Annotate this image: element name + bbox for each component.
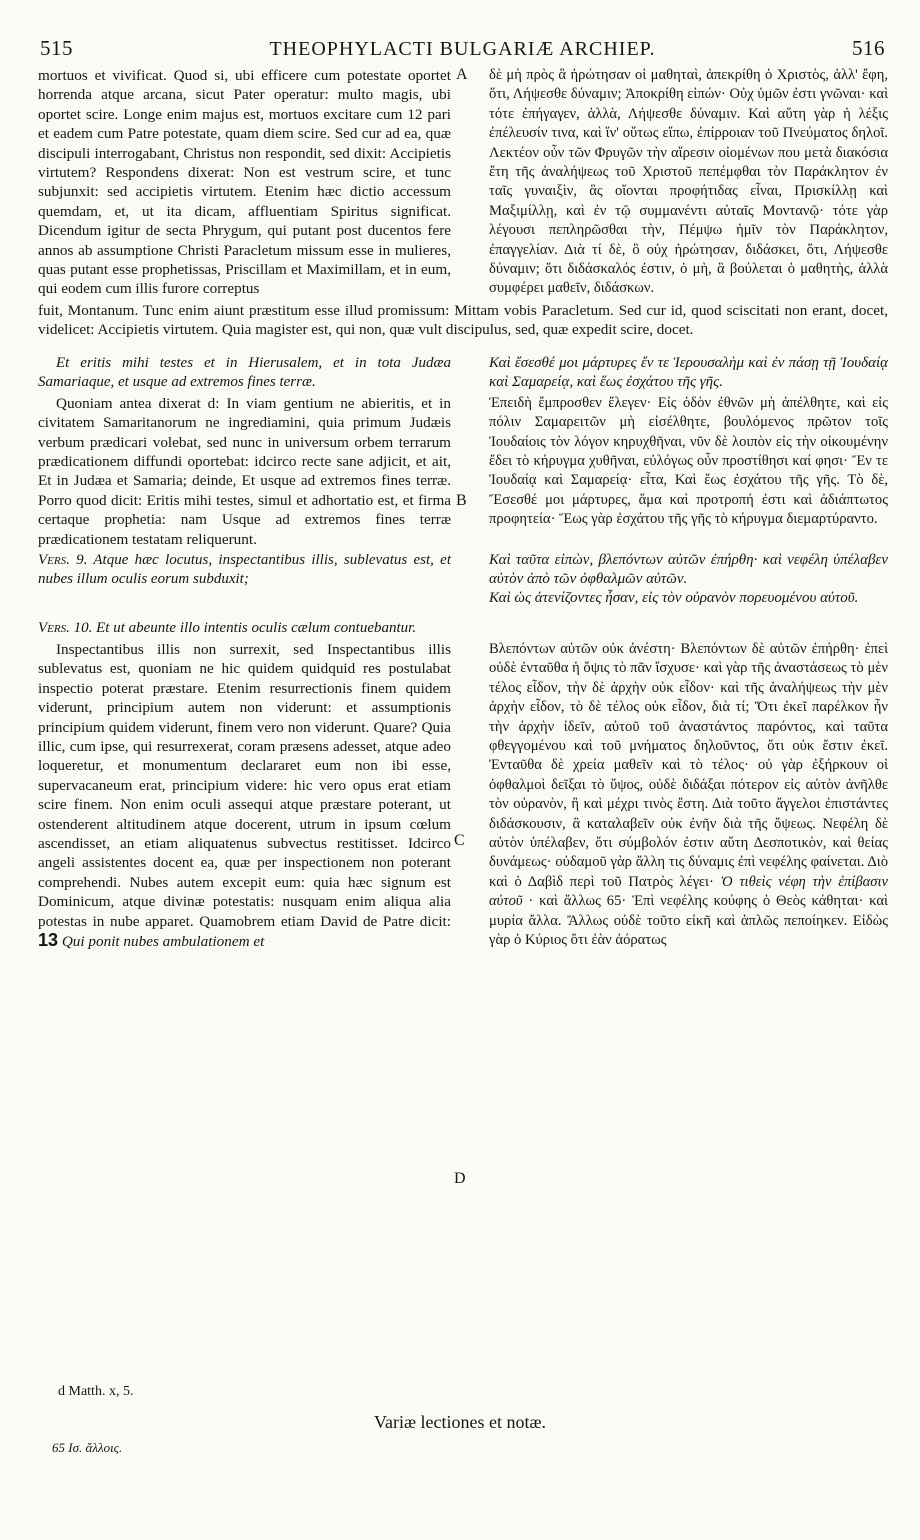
margin-mark-c: C bbox=[454, 832, 465, 849]
verse-label-10: Vers. 10. bbox=[38, 619, 93, 636]
notes-line: 65 Ισ. ἄλλοις. bbox=[52, 1440, 123, 1455]
page-header bbox=[40, 36, 885, 64]
latin-fullwidth-1: fuit, Montanum. Tunc enim aiunt præstitum esse illud promissum: Mittam vobis Paracletum. Sed cur id, quod sciscitati non erant, docet, videlicet: Accipietis virtutem. Quia magister est, qui non, quæ vult discipulus, sed, quæ expedit scire, docet. bbox=[38, 301, 888, 339]
footnote: d Matth. x, 5. bbox=[58, 1384, 134, 1399]
greek-heading-2: Καὶ ἔσεσθέ μοι μάρτυρες ἔν τε Ἱερουσαλὴμ καὶ ἐν πάσῃ τῇ Ἰουδαίᾳ καὶ Σαμαρείᾳ, καὶ ἕως ἐσχάτου τῆς γῆς. bbox=[489, 354, 888, 390]
greek-text-1: δὲ μὴ πρὸς ἃ ἠρώτησαν οἱ μαθηταὶ, ἀπεκρίθη ὁ Χριστὸς, ἀλλ' ἔφη, ὅτι, Λήψεσθε δύναμιν; Ἀποκρίθη εἰπών· Οὐχ ὑμῶν ἐστι γνῶναι· καὶ τότε ἐπήγαγεν, ἀλλὰ, Λήψεσθε δύναμιν. Καὶ αὕτη γὰρ ἡ λέξις ἐπέλευσίν τινα, καὶ ἵν' οὕτως εἴπω, ἐπίρροιαν τοῦ Πνεύματος δηλοῖ. Λεκτέον οὖν τῶν Φρυγῶν τὴν αἵρεσιν οἰομένων που μετὰ διακόσια ἔτη τῆς ἀναλήψεως τοῦ Χριστοῦ πεπέμφθαι τὸν Παράκλητον ἐν ταῖς γυναιξὶν, ἃς οἴονται προφήτιδας εἶναι, Πρισκίλλῃ καὶ Μαξιμίλλῃ, καὶ ἐν τῷ συμμανέντι αὐταῖς Μοντανῷ· τότε γὰρ λέγουσι πεπληρῶσθαι τὴν, Πέμψω ἡμῖν τὸν Παράκλητον, ἐπαγγελίαν. Διὰ τί δὲ, ὃ οὐχ ἠρώτησαν, διδάσκει, ὅτι, Λήψεσθε δύναμιν; ὅτι διδάσκαλός ἐστιν, ὁ μὴ, ἃ βούλεται ὁ μαθητὴς, ἀλλὰ συμφέρει μαθεῖν, διδάσκων. bbox=[489, 67, 888, 297]
margin-mark-d: D bbox=[454, 1170, 466, 1187]
latin-heading-2: Et eritis mihi testes et in Hierusalem, et in tota Judæa Samariaque, et usque ad extremos fines terræ. bbox=[38, 354, 451, 390]
greek-heading-9: Καὶ ταῦτα εἰπὼν, βλεπόντων αὐτῶν ἐπήρθη· καὶ νεφέλη ὑπέλαβεν αὐτὸν ἀπὸ τῶν ὀφθαλμῶν αὐτῶν. bbox=[489, 551, 888, 587]
section-3-heading bbox=[38, 551, 888, 638]
margin-mark-a: A bbox=[456, 66, 468, 83]
latin-text-3: Inspectantibus illis non surrexit, sed Inspectantibus illis sublevatus est, quoniam ne hic quidem quidquid res postulabat inspectio poterat præstare. Etenim resurrectionis finem quidem viderunt, principium autem non viderunt: et assumptionis principium quidem viderunt, finem vero non viderunt. Quare? Quia illic, cum ipse, qui resurrexerat, coram præsens adesset, atque adeo loqueretur, et monumentum declararet eum non ibi esse, supervacaneum erat, principium videre: hic vero opus erat etiam scire finem. Non enim oculi assequi atque præstare poterant, ut ostenderent altitudinem atque docerent, utrum in ipsum cœlum ascendisset, an etiam aliquatenus subvectus restitisset. Idcirco angeli assistentes docent ea, quæ per inspectionem non poterant comprehendi. Nubes autem excepit eum: quia hæc signum est Dominicum, atque divinæ potestatis: nusquam enim aliqua alia potestas in nube apparet. Quamobrem etiam David de Patre dicit: bbox=[38, 640, 451, 930]
section-2-heading bbox=[38, 354, 888, 392]
margin-mark-b: B bbox=[456, 492, 467, 509]
page-number-right: 516 bbox=[852, 36, 885, 60]
verse-label-9: Vers. 9. bbox=[38, 551, 88, 568]
greek-text-3: Βλεπόντων αὐτῶν οὐκ ἀνέστη· Βλεπόντων δὲ αὐτῶν ἐπήρθη· ἐπεὶ οὐδὲ ἐνταῦθα ἡ ὄψις τὸ πᾶν ἴσχυσε· καὶ γὰρ τῆς ἀναστάσεως τὸ μὲν τέλος εἶδον, τὴν δὲ ἀρχὴν οὐκ εἶδον· καὶ τῆς ἀναλήψεως τὴν μὲν ἀρχὴν εἶδον, τὸ δὲ τέλος οὐκ εἶδον, διὰ τί; Ὅτι ἐκεῖ παρέλκον ἦν τὴν ἀρχὴν ἰδεῖν, αὐτοῦ τοῦ ἀναστάντος παρόντος, καὶ ταῦτα φθεγγομένου καὶ τοῦ μνήματος δηλοῦντος, ὅτι οὐκ ἔστιν ἐκεῖ. Ἐνταῦθα δὲ χρεία μαθεῖν καὶ τὸ τέλος· οὐ γὰρ ἐξήρκουν οἱ ὀφθαλμοὶ δεῖξαι τὸ ὕψος, οὐδὲ διδάξαι πότερον εἰς αὐτὸν ἀνῆλθε τὸν οὐρανὸν, ἢ καὶ μέχρι τινὸς ἔστη. Διὰ τοῦτο ἄγγελοι ἐπιστάντες διδάσκουσιν, ἃ καταλαβεῖν οὐκ ἐνῆν διὰ τῆς ὄψεως. Νεφέλη δὲ αὐτὸν ὑπέλαβεν, ὅτι σύμβολόν ἐστιν αὕτη Δεσποτικὸν, καὶ θείας δυνάμεως· οὐδαμοῦ γὰρ ἄλλη τις δύναμις ἐπὶ νεφέλης φαίνεται. Διὸ καὶ ὁ Δαβὶδ περὶ τοῦ Πατρὸς λέγει· bbox=[489, 640, 888, 890]
greek-text-2: Ἐπειδὴ ἔμπροσθεν ἔλεγεν· Εἰς ὁδὸν ἐθνῶν μὴ ἀπέλθητε, καὶ εἰς πόλιν Σαμαρειτῶν μὴ εἰσέλθητε, βουλόμενος πρῶτον τοῖς Ἰουδαίοις τὸν λόγον κηρυχθῆναι, νῦν δὲ λοιπὸν εἰς τὴν οἰκουμένην ἔδει τὸ κήρυγμα χυθῆναι, εὐλόγως οὖν προστίθησι καί φησι· Ἔν τε Ἰουδαίᾳ καὶ Σαμαρείᾳ· εἶτα, Καὶ ἕως ἐσχάτου τῆς γῆς. Τὸ δὲ, Ἔσεσθέ μοι μάρτυρες, ἅμα καὶ προτροπή ἐστι καὶ ἀδιάπτωτος προφητεία· Ἕως γὰρ ἐσχάτου τῆς γῆς τὸ κήρυγμα διεμαρτύραντο. bbox=[489, 394, 888, 528]
section-2 bbox=[38, 394, 888, 549]
running-title: THEOPHYLACTI BULGARIÆ ARCHIEP. bbox=[269, 38, 656, 60]
section-3 bbox=[38, 640, 888, 952]
section-1 bbox=[38, 66, 888, 299]
column-number: 13 bbox=[38, 930, 59, 951]
latin-text-1: mortuos et vivificat. Quod si, ubi efficere cum potestate oportet horrenda atque arcana, sicut Pater operatur: multo magis, ubi oportet scire. Longe enim majus est, mortuos excitare cum 12 pari et eadem cum Patre potestate, quam diem scire. Sed cur ad ea, quæ discipuli interrogabant, Christus non respondit, sed dixit: Accipietis virtutem? Respondens dixerat: Non est vestrum scire, et tunc subjunxit: sed accipietis virtutem. Etenim hæc dictio accessum quemdam, et, ut ita dicam, affluentiam Spiritus significat. Dicendum igitur de secta Phrygum, qui putant post ducentos fere annos ab assumptione Christi Paracletum missum esse in mulieres, quas putant esse prophetissas, Priscillam et Maximillam, et in eum, qui eodem cum illis furore correptus bbox=[38, 67, 451, 298]
notes-title: Variæ lectiones et notæ. bbox=[374, 1412, 546, 1432]
page-body bbox=[38, 66, 888, 951]
page-number-left: 515 bbox=[40, 36, 73, 60]
latin-quote-end: Qui ponit nubes ambulationem et bbox=[61, 933, 265, 951]
greek-quote: Ὁ τιθεὶς νέφη τὴν ἐπίβασιν αὐτοῦ bbox=[489, 873, 888, 910]
latin-text-2: Quoniam antea dixerat d: In viam gentium ne abieritis, et in civitatem Samaritanorum ne ingrediamini, quia primum Judæis verbum prædicari volebat, sed nunc in universum orbem terrarum prædicationem diffundi oportebat: idcirco recte sane adjicit, et ait, Et in Judæa et Samaria; deinde, Et usque ad extremos fines terræ. Porro quod dicit: Eritis mihi testes, simul et adhortatio est, et firma certaque prophetia: nam Usque ad extremos fines terræ prædicationem testatam reliquerunt. bbox=[38, 394, 451, 548]
latin-heading-10: Et ut abeunte illo intentis oculis cælum contuebantur. bbox=[96, 619, 417, 636]
greek-text-3-end: · καὶ ἄλλως 65· Ἐπὶ νεφέλης κούφης ὁ Θεὸς κάθηται· καὶ μυρία ἄλλα. Ἄλλως οὐδὲ τοῦτο εἰκῆ καὶ ἁπλῶς πεποίηκεν. Εἰδὼς γὰρ ὁ Κύριος ὅτι ἐὰν ἀόρατως bbox=[489, 893, 888, 949]
latin-heading-9: Atque hæc locutus, inspectantibus illis, sublevatus est, et nubes illum oculis eorum subduxit; bbox=[38, 551, 451, 587]
greek-heading-10: Καὶ ὡς ἀτενίζοντες ἦσαν, εἰς τὸν οὐρανὸν πορευομένου αὐτοῦ. bbox=[489, 589, 859, 606]
